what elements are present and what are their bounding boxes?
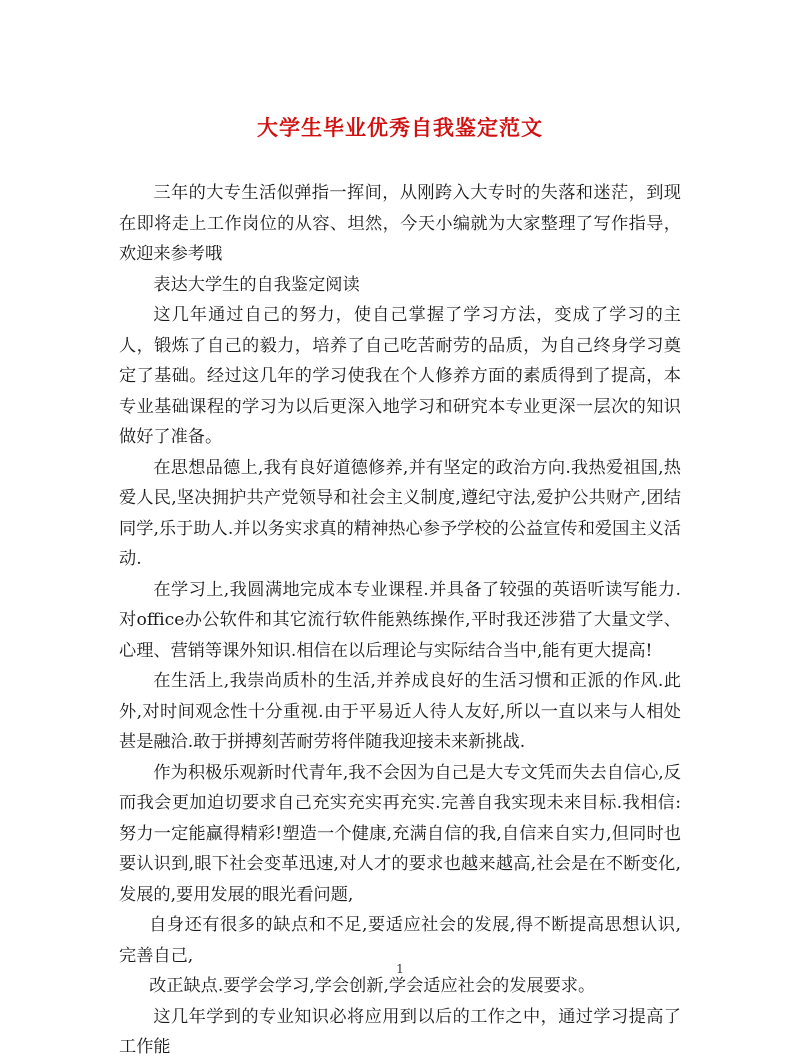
paragraph-ideology: 在思想品德上,我有良好道德修养,并有坚定的政治方向.我热爱祖国,热爱人民,坚决拥护共产党领导和社会主义制度,遵纪守法,爱护公共财产,团结同学,乐于助人.并以务实求真的精神热心参予学校的公益宣传和爱国主义活动. — [119, 457, 681, 569]
paragraph-study: 在学习上,我圆满地完成本专业课程.并具备了较强的英语听读写能力.对office办公软件和其它流行软件能熟练操作,平时我还涉猎了大量文学、心理、营销等课外知识.相信在以后理论与实际结合当中,能有更大提高! — [119, 579, 681, 661]
paragraph-intro: 三年的大专生活似弹指一挥间，从刚跨入大专时的失落和迷茫，到现在即将走上工作岗位的从容、坦然，今天小编就为大家整理了写作指导，欢迎来参考哦 — [119, 183, 681, 264]
paragraph-shortcomings: 自身还有很多的缺点和不足,要适应社会的发展,得不断提高思想认识,完善自己, — [119, 915, 681, 966]
document-body — [119, 178, 681, 1063]
paragraph-knowledge: 这几年学到的专业知识必将应用到以后的工作之中，通过学习提高了工作能 — [119, 1006, 681, 1057]
paragraph-study-method: 这几年通过自己的努力，使自己掌握了学习方法，变成了学习的主人，锻炼了自己的毅力，培养了自己吃苦耐劳的品质，为自己终身学习奠定了基础。经过这几年的学习使我在个人修养方面的素质得到了提高，本专业基础课程的学习为以后更深入地学习和研究本专业更深一层次的知识做好了准备。 — [119, 305, 681, 447]
paragraph-life: 在生活上,我崇尚质朴的生活,并养成良好的生活习惯和正派的作风.此外,对时间观念性十分重视.由于平易近人待人友好,所以一直以来与人相处甚是融洽.敢于拼搏刻苦耐劳将伴随我迎接未来新挑战. — [119, 671, 681, 752]
paragraph-correction: 改正缺点.要学会学习,学会创新,学会适应社会的发展要求。 — [149, 976, 596, 996]
page-number: 1 — [396, 962, 404, 976]
document-title: 大学生毕业优秀自我鉴定范文 — [257, 115, 543, 140]
paragraph-youth: 作为积极乐观新时代青年,我不会因为自己是大专文凭而失去自信心,反而我会更加迫切要求自己充实充实再充实.完善自我实现未来目标.我相信:努力一定能赢得精彩!塑造一个健康,充满自信的我,自信来自实力,但同时也要认识到,眼下社会变革迅速,对人才的要求也越来越高,社会是在不断变化,发展的,要用发展的眼光看问题, — [119, 762, 681, 905]
paragraph-subheading: 表达大学生的自我鉴定阅读 — [153, 274, 360, 295]
